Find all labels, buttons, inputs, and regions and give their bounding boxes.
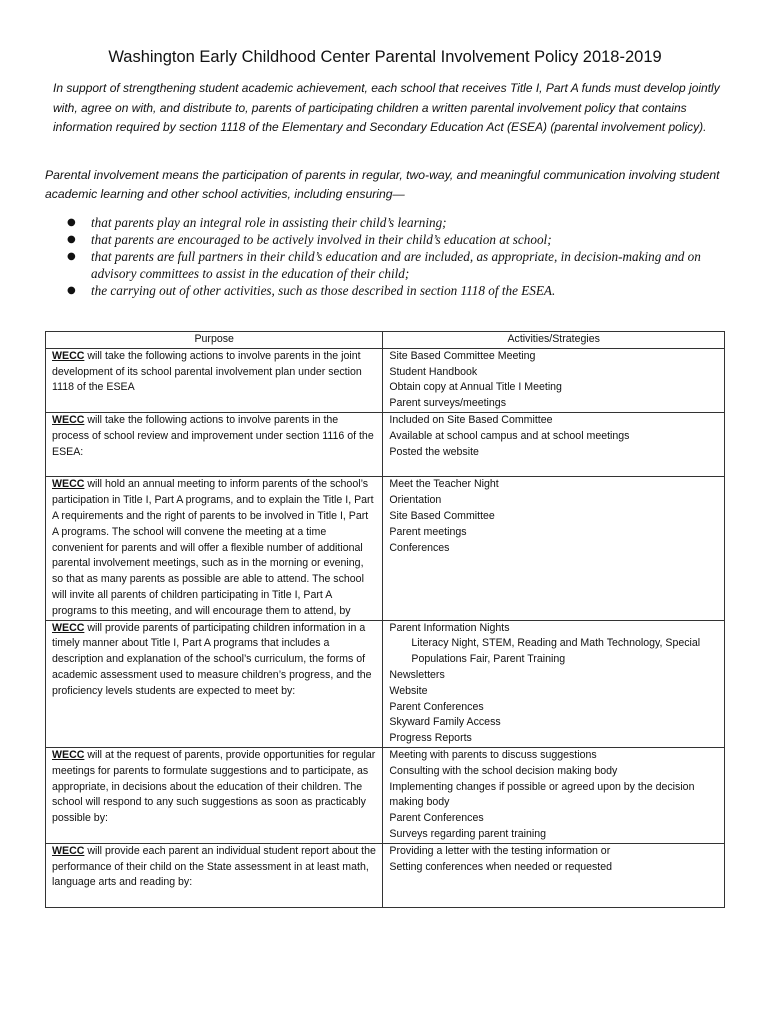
activity-item: Obtain copy at Annual Title I Meeting	[389, 381, 562, 394]
activity-item: Implementing changes if possible or agreed upon by the decision making body	[389, 780, 695, 809]
table-row	[46, 412, 725, 476]
list-item: ● that parents are full partners in their child’s education and are included, as appropriate, in decision-making and on advisory committees to assist in the education of their child;	[67, 249, 701, 281]
activity-item: Providing a letter with the testing information or	[389, 844, 611, 857]
activities-cell	[383, 747, 725, 843]
activity-item: Site Based Committee Meeting	[389, 349, 536, 362]
table-row	[46, 348, 725, 412]
activity-item: Meet the Teacher Night	[389, 478, 499, 491]
activity-item: Site Based Committee	[389, 509, 495, 522]
table-row	[46, 843, 725, 907]
activity-item: Newsletters	[389, 668, 445, 681]
list-item: ● that parents play an integral role in assisting their child’s learning;	[67, 215, 447, 230]
activities-cell	[383, 620, 725, 747]
bullet-icon: ●	[67, 234, 76, 245]
activities-cell	[383, 412, 725, 476]
org-name: WECC	[52, 748, 85, 761]
activity-item: Parent surveys/meetings	[389, 397, 506, 410]
activity-item: Posted the website	[389, 445, 479, 458]
policy-table	[45, 331, 725, 908]
purpose-header: Purpose	[46, 332, 383, 349]
activity-item: Literacy Night, STEM, Reading and Math Technology, Special Populations Fair, Parent Training	[411, 637, 701, 666]
bullet-icon: ●	[67, 217, 76, 228]
org-name: WECC	[52, 413, 85, 426]
activity-item: Parent Conferences	[389, 812, 484, 825]
activity-item: Parent Conferences	[389, 700, 484, 713]
purpose-cell: WECC will at the request of parents, provide opportunities for regular meetings for parents to formulate suggestions and to participate, as appropriate, in decisions about the education of their children. The school will respond to any such suggestions as soon as practicably possible by:	[46, 747, 383, 843]
purpose-cell: WECC will take the following actions to involve parents in the joint development of its school parental involvement plan under section 1118 of the ESEA	[46, 348, 383, 412]
ensuring-list	[45, 214, 735, 299]
org-name: WECC	[52, 621, 85, 634]
table-row	[46, 747, 725, 843]
purpose-cell: WECC will provide each parent an individual student report about the performance of their child on the State assessment in at least math, language arts and reading by:	[46, 843, 383, 907]
activities-cell	[383, 843, 725, 907]
list-item: ● that parents are encouraged to be actively involved in their child’s education at school;	[67, 232, 552, 247]
table-row	[46, 620, 725, 747]
activity-item: Setting conferences when needed or requested	[389, 860, 613, 873]
table-header-row	[46, 332, 725, 349]
table-row	[46, 477, 725, 620]
activity-item: Orientation	[389, 494, 442, 507]
document-title: Washington Early Childhood Center Parental Involvement Policy 2018-2019	[108, 48, 662, 66]
activity-item: Conferences	[389, 541, 450, 554]
org-name: WECC	[52, 478, 85, 491]
purpose-cell: WECC will hold an annual meeting to inform parents of the school’s participation in Title I, Part A programs, and to explain the Title I, Part A requirements and the right of parents to be involved in Title I, Part A programs. The school will convene the meeting at a time convenient for parents and will offer a flexible number of additional parental involvement meetings, such as in the morning or evening, so that as many parents as possible are able to attend. The school will invite all parents of children participating in Title I, Part A programs to this meeting, and will encourage them to attend, by	[46, 477, 383, 620]
activity-item: Included on Site Based Committee	[389, 413, 553, 426]
activities-header: Activities/Strategies	[383, 332, 725, 349]
activities-cell	[383, 477, 725, 620]
activity-item: Consulting with the school decision making body	[389, 764, 618, 777]
org-name: WECC	[52, 844, 85, 857]
intro-paragraph: In support of strengthening student academic achievement, each school that receives Title I, Part A funds must develop jointly with, agree on with, and distribute to, parents of participating children a written parental involvement policy that contains information required by section 1118 of the Elementary and Secondary Education Act (ESEA) (parental involvement policy).	[53, 81, 720, 134]
bullet-icon: ●	[67, 251, 76, 262]
activities-cell	[383, 348, 725, 412]
activity-item: Parent Information Nights	[389, 621, 510, 634]
bullet-icon: ●	[67, 285, 76, 296]
purpose-cell: WECC will take the following actions to involve parents in the process of school review and improvement under section 1116 of the ESEA:	[46, 412, 383, 476]
activity-item: Progress Reports	[389, 732, 472, 745]
activity-item: Website	[389, 684, 428, 697]
activity-item: Available at school campus and at school meetings	[389, 429, 630, 442]
activity-item: Parent meetings	[389, 525, 467, 538]
org-name: WECC	[52, 349, 85, 362]
purpose-cell: WECC will provide parents of participating children information in a timely manner about Title I, Part A programs that includes a description and explanation of the school’s curriculum, the forms of academic assessment used to measure children’s progress, and the proficiency levels students are expected to meet by:	[46, 620, 383, 747]
list-item: ● the carrying out of other activities, such as those described in section 1118 of the ESEA.	[67, 283, 556, 298]
activity-item: Meeting with parents to discuss suggestions	[389, 748, 597, 761]
activity-item: Surveys regarding parent training	[389, 827, 547, 840]
activity-item: Skyward Family Access	[389, 716, 501, 729]
definition-paragraph: Parental involvement means the participation of parents in regular, two-way, and meaningful communication involving student academic learning and other school activities, including ensuring—	[45, 168, 720, 201]
activity-item: Student Handbook	[389, 365, 478, 378]
